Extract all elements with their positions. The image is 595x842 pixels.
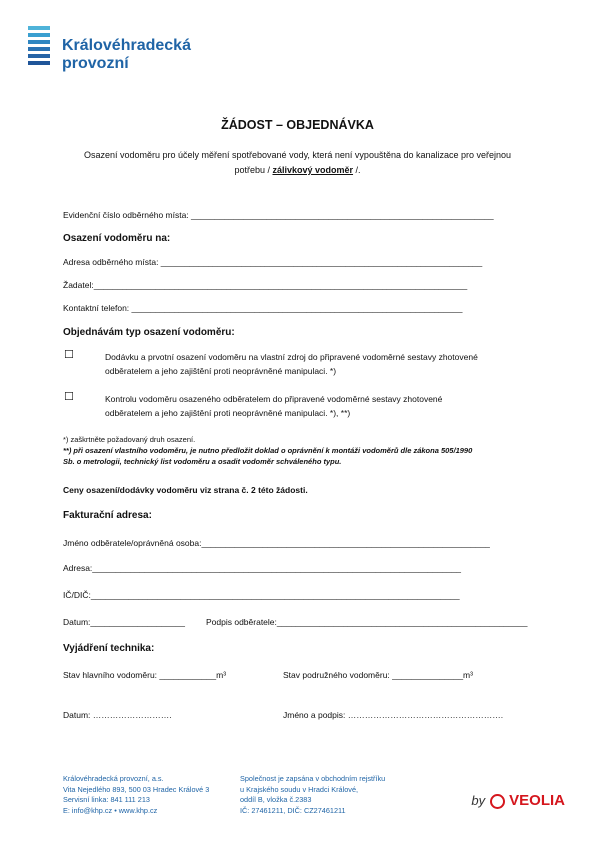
- section-fakturacni: Fakturační adresa:: [63, 510, 152, 521]
- logo-bar: [28, 47, 50, 51]
- footer-left-line: Vita Nejedlého 893, 500 03 Hradec Králové 3: [63, 784, 210, 794]
- jmeno-podpis-field[interactable]: Jméno a podpis: ……………………………………………….: [283, 710, 504, 720]
- intro-line1: Osazení vodoměru pro účely měření spotřebované vody, která není vypouštěna do kanalizace pro veřejnou: [83, 150, 512, 160]
- adresa-field[interactable]: Adresa:______________________________________________________________________________: [63, 563, 462, 573]
- veolia-mark-icon: [490, 794, 505, 809]
- footer-right: [240, 774, 385, 816]
- footer-left-line: Servisní linka: 841 111 213: [63, 795, 150, 804]
- intro-text: [30, 148, 565, 178]
- logo-text: [62, 37, 191, 73]
- telefon-field[interactable]: Kontaktní telefon: ______________________________________________________________________: [63, 303, 463, 313]
- section-objednavam: Objednávám typ osazení vodoměru:: [63, 327, 235, 338]
- note-2: [63, 445, 563, 467]
- logo-line2: provozní: [62, 55, 129, 72]
- ic-field[interactable]: IČ/DIČ:______________________________________________________________________________: [63, 590, 460, 600]
- note-2-line1: **) při osazení vlastního vodoměru, je nutno předložit doklad o oprávnění k montáži vodoměrů dle zákona 505/1990: [63, 446, 473, 455]
- section-osazeni: Osazení vodoměru na:: [63, 233, 171, 244]
- zadatel-field[interactable]: Žadatel:_______________________________________________________________________________: [63, 280, 468, 290]
- checkbox-option1[interactable]: ☐: [64, 349, 74, 361]
- veolia-logo: [471, 792, 565, 809]
- by-text: by: [471, 793, 486, 808]
- checkbox-option2[interactable]: ☐: [64, 391, 74, 403]
- jmeno-field[interactable]: Jméno odběratele/oprávněná osoba:_____________________________________________________________: [63, 538, 490, 548]
- datum-field[interactable]: Datum:____________________: [63, 617, 185, 627]
- adresa-om-field[interactable]: Adresa odběrného místa: ____________________________________________________________________: [63, 257, 483, 267]
- logo-bar: [28, 61, 50, 65]
- veolia-brand: VEOLIA: [509, 792, 565, 809]
- logo-mark: [28, 26, 50, 68]
- intro-line2-pre: potřebu /: [234, 165, 273, 175]
- section-vyjadreni: Vyjádření technika:: [63, 643, 155, 654]
- podpis-field[interactable]: Podpis odběratele:_____________________________________________________: [206, 617, 528, 627]
- datum-tech-field[interactable]: Datum: ……………………….: [63, 710, 172, 720]
- option2-text: [105, 392, 565, 420]
- footer-right-line: u Krajského soudu v Hradci Králové,: [240, 784, 359, 794]
- logo-bar: [28, 54, 50, 58]
- page-title: ŽÁDOST – OBJEDNÁVKA: [221, 118, 374, 132]
- note-2-line2: Sb. o metrologii, technický list vodoměru a osadit vodoměr schváleného typu.: [63, 457, 342, 466]
- option1-line1: Dodávku a prvotní osazení vodoměru na vlastní zdroj do připravené vodoměrné sestavy zhotovené: [105, 352, 478, 362]
- footer-left-line: E: info@khp.cz • www.khp.cz: [63, 805, 158, 815]
- logo-line1: Královéhradecká: [62, 37, 191, 54]
- note-1: *) zaškrtněte požadovaný druh osazení.: [63, 435, 196, 444]
- intro-line2: [30, 163, 565, 178]
- intro-emphasis: zálivkový vodoměr: [272, 165, 354, 175]
- option2-line2: odběratelem a jeho zajištění proti neoprávněné manipulaci. *), **): [105, 408, 351, 418]
- notes: [63, 434, 563, 467]
- option1-line2: odběratelem a jeho zajištění proti neoprávněné manipulaci. *): [105, 366, 337, 376]
- footer-right-line: Společnost je zapsána v obchodním rejstříku: [240, 774, 386, 783]
- intro-line2-post: /.: [353, 165, 361, 175]
- option2-line1: Kontrolu vodoměru osazeného odběratelem do připravené vodoměrné sestavy zhotovené: [105, 394, 443, 404]
- footer-left-line: Královéhradecká provozní, a.s.: [63, 774, 164, 783]
- logo-bar: [28, 26, 50, 30]
- footer-left: [63, 774, 209, 816]
- footer-right-line: oddíl B, vložka č.2383: [240, 795, 312, 804]
- footer-right-line: IČ: 27461211, DIČ: CZ27461211: [240, 805, 346, 815]
- stav-hlavni-field[interactable]: Stav hlavního vodoměru: ____________m³: [63, 670, 227, 680]
- logo-bar: [28, 40, 50, 44]
- option1-text: [105, 350, 565, 378]
- ceny-note: Ceny osazení/dodávky vodoměru viz strana č. 2 této žádosti.: [63, 485, 308, 495]
- stav-podruzny-field[interactable]: Stav podružného vodoměru: _______________m³: [283, 670, 473, 680]
- logo-bar: [28, 33, 50, 37]
- evidencni-field[interactable]: Evidenční číslo odběrného místa: ________________________________________________________________: [63, 210, 494, 220]
